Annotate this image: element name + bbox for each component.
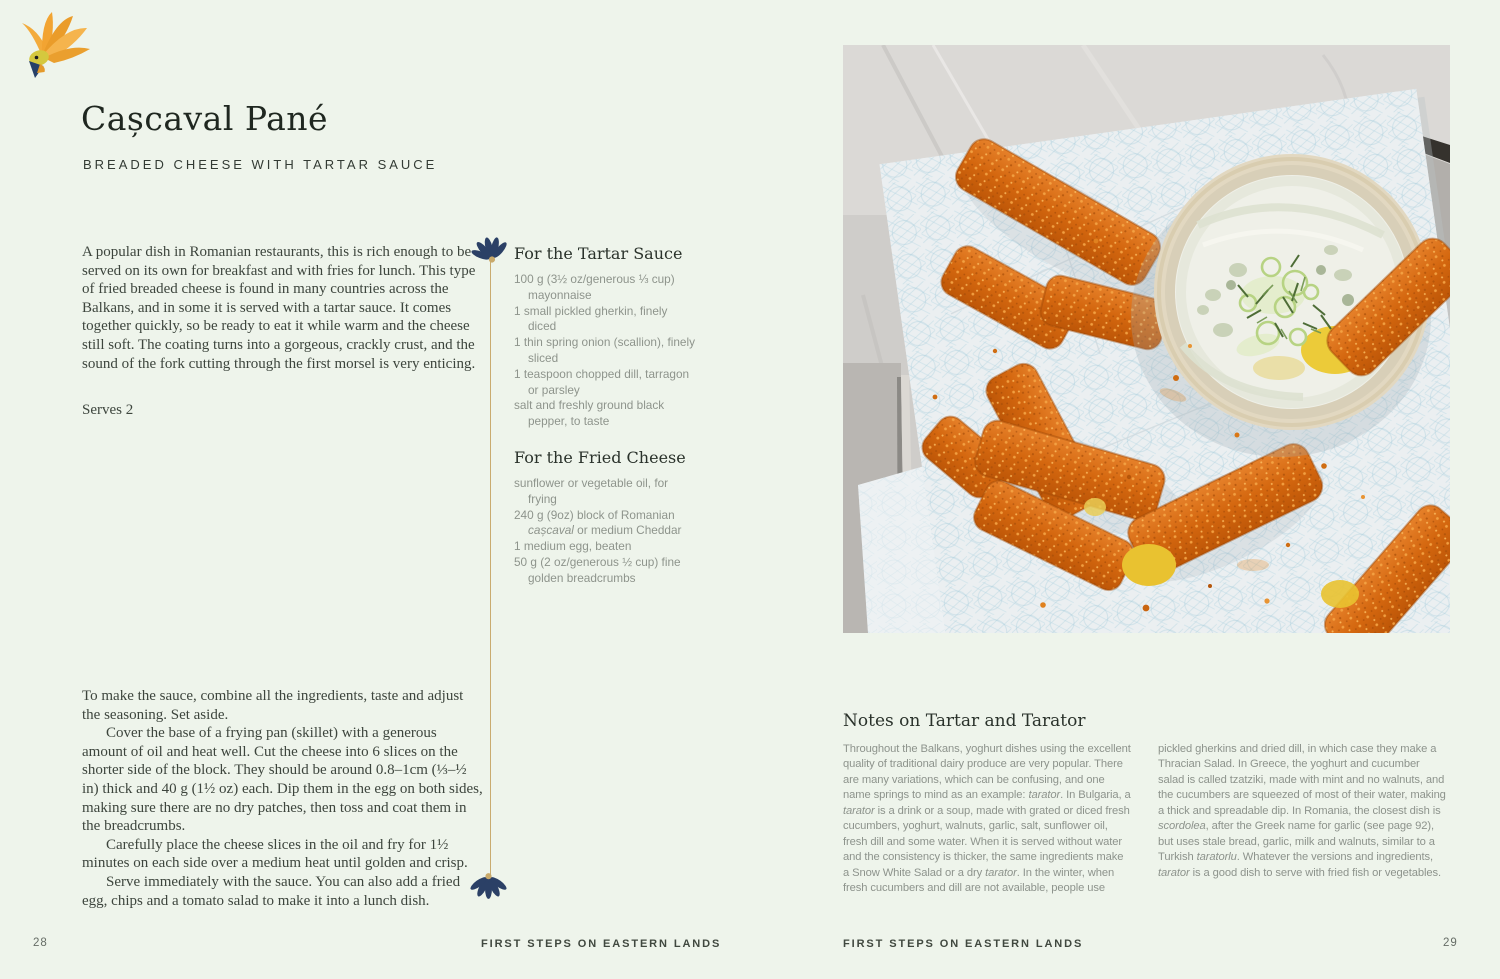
ingredient-item: 240 g (9oz) block of Romanian cașcaval or medium Cheddar xyxy=(514,507,682,538)
ingredient-item: sunflower or vegetable oil, for frying xyxy=(514,475,669,506)
method-paragraph: To make the sauce, combine all the ingredients, taste and adjust the seasoning. Set aside. xyxy=(82,688,464,723)
method-paragraph: Serve immediately with the sauce. You can also add a fried egg, chips and a tomato salad to make it into a lunch dish. xyxy=(82,873,461,909)
method-paragraph: Carefully place the cheese slices in the oil and fry for 1½ minutes on each side over a medium heat until golden and crisp. xyxy=(82,836,468,872)
ingredient-item: 100 g (3½ oz/generous ⅓ cup) mayonnaise xyxy=(514,272,675,302)
recipe-intro: A popular dish in Romanian restaurants, this is rich enough to be served on its own for breakfast and with fries for lunch. This type of fried breaded cheese is found in many countries across the Balkans, and in some it is served with a tartar sauce. It comes together quickly, so be ready to eat it while warm and the cheese still soft. The coating turns into a gorgeous, crackly crust, and the sound of the fork cutting through the first morsel is very enticing. xyxy=(82,244,476,372)
footer-title-right: FIRST STEPS ON EASTERN LANDS xyxy=(843,938,1084,950)
ingredients-column xyxy=(514,244,698,587)
ingredient-section-title: For the Fried Cheese xyxy=(514,447,686,467)
recipe-photo xyxy=(843,45,1450,633)
recipe-title: Cașcaval Pané xyxy=(81,99,329,138)
notes-column-2: pickled gherkins and dried dill, in which case they make a Thracian Salad. In Greece, the yoghurt and cucumber salad is called tzatziki, made with mint and no walnuts, and the cucumbers are squeezed of most of their water, making a thick and spreadable dip. In Romania, the closest dish is scordolea, after the Greek name for garlic (see page 92), but uses stale bread, garlic, milk and walnuts, similar to a Turkish taratorlu. Whatever the versions and ingredients, tarator is a good dish to serve with fried fish or vegetables. xyxy=(1158,743,1446,879)
notes-section xyxy=(843,742,1447,897)
ingredient-item: salt and freshly ground black pepper, to taste xyxy=(514,398,665,429)
bird-illustration xyxy=(16,10,92,78)
serves-label: Serves 2 xyxy=(82,402,134,418)
fried-cheese-photo-illustration xyxy=(843,45,1450,633)
method-text xyxy=(82,687,484,910)
divider-stem xyxy=(490,258,491,880)
ingredient-item: 1 medium egg, beaten xyxy=(514,539,632,554)
method-paragraph: Cover the base of a frying pan (skillet) with a generous amount of oil and heat well. Cut the cheese into 6 slices on the shorter side of the block. They should be around 0.8–1cm (⅓–½ in) thick and 40 g (1½ oz) each. Dip them in the egg on both sides, making sure there are no dry patches, then toss and coat them in the breadcrumbs. xyxy=(82,725,483,835)
page-number-right: 29 xyxy=(1443,937,1458,949)
ingredient-section-title: For the Tartar Sauce xyxy=(514,244,683,263)
notes-column-1: Throughout the Balkans, yoghurt dishes using the excellent quality of traditional dairy produce are very popular. There are many variations, which can be confusing, and one name springs to mind as an example: tarator. In Bulgaria, a tarator is a drink or a soup, made with grated or diced fresh cucumbers, yoghurt, walnuts, garlic, salt, sunflower oil, fresh dill and some water. When it is served without water and the consistency is thicker, the same ingredients make a Snow White Salad or a dry tarator. In the winter, when fresh cucumbers and dill are not available, people use xyxy=(843,743,1131,895)
page-number-left: 28 xyxy=(33,937,48,949)
recipe-subtitle: BREADED CHEESE WITH TARTAR SAUCE xyxy=(83,157,438,172)
ingredient-item: 1 small pickled gherkin, finely diced xyxy=(514,303,668,334)
footer-title-left: FIRST STEPS ON EASTERN LANDS xyxy=(481,938,722,950)
ingredient-item: 50 g (2 oz/generous ½ cup) fine golden breadcrumbs xyxy=(514,554,681,585)
notes-title: Notes on Tartar and Tarator xyxy=(843,711,1086,731)
ingredient-item: 1 thin spring onion (scallion), finely sliced xyxy=(514,335,695,365)
ingredient-item: 1 teaspoon chopped dill, tarragon or parsley xyxy=(514,366,690,397)
flower-ornament-top-icon xyxy=(468,231,511,268)
